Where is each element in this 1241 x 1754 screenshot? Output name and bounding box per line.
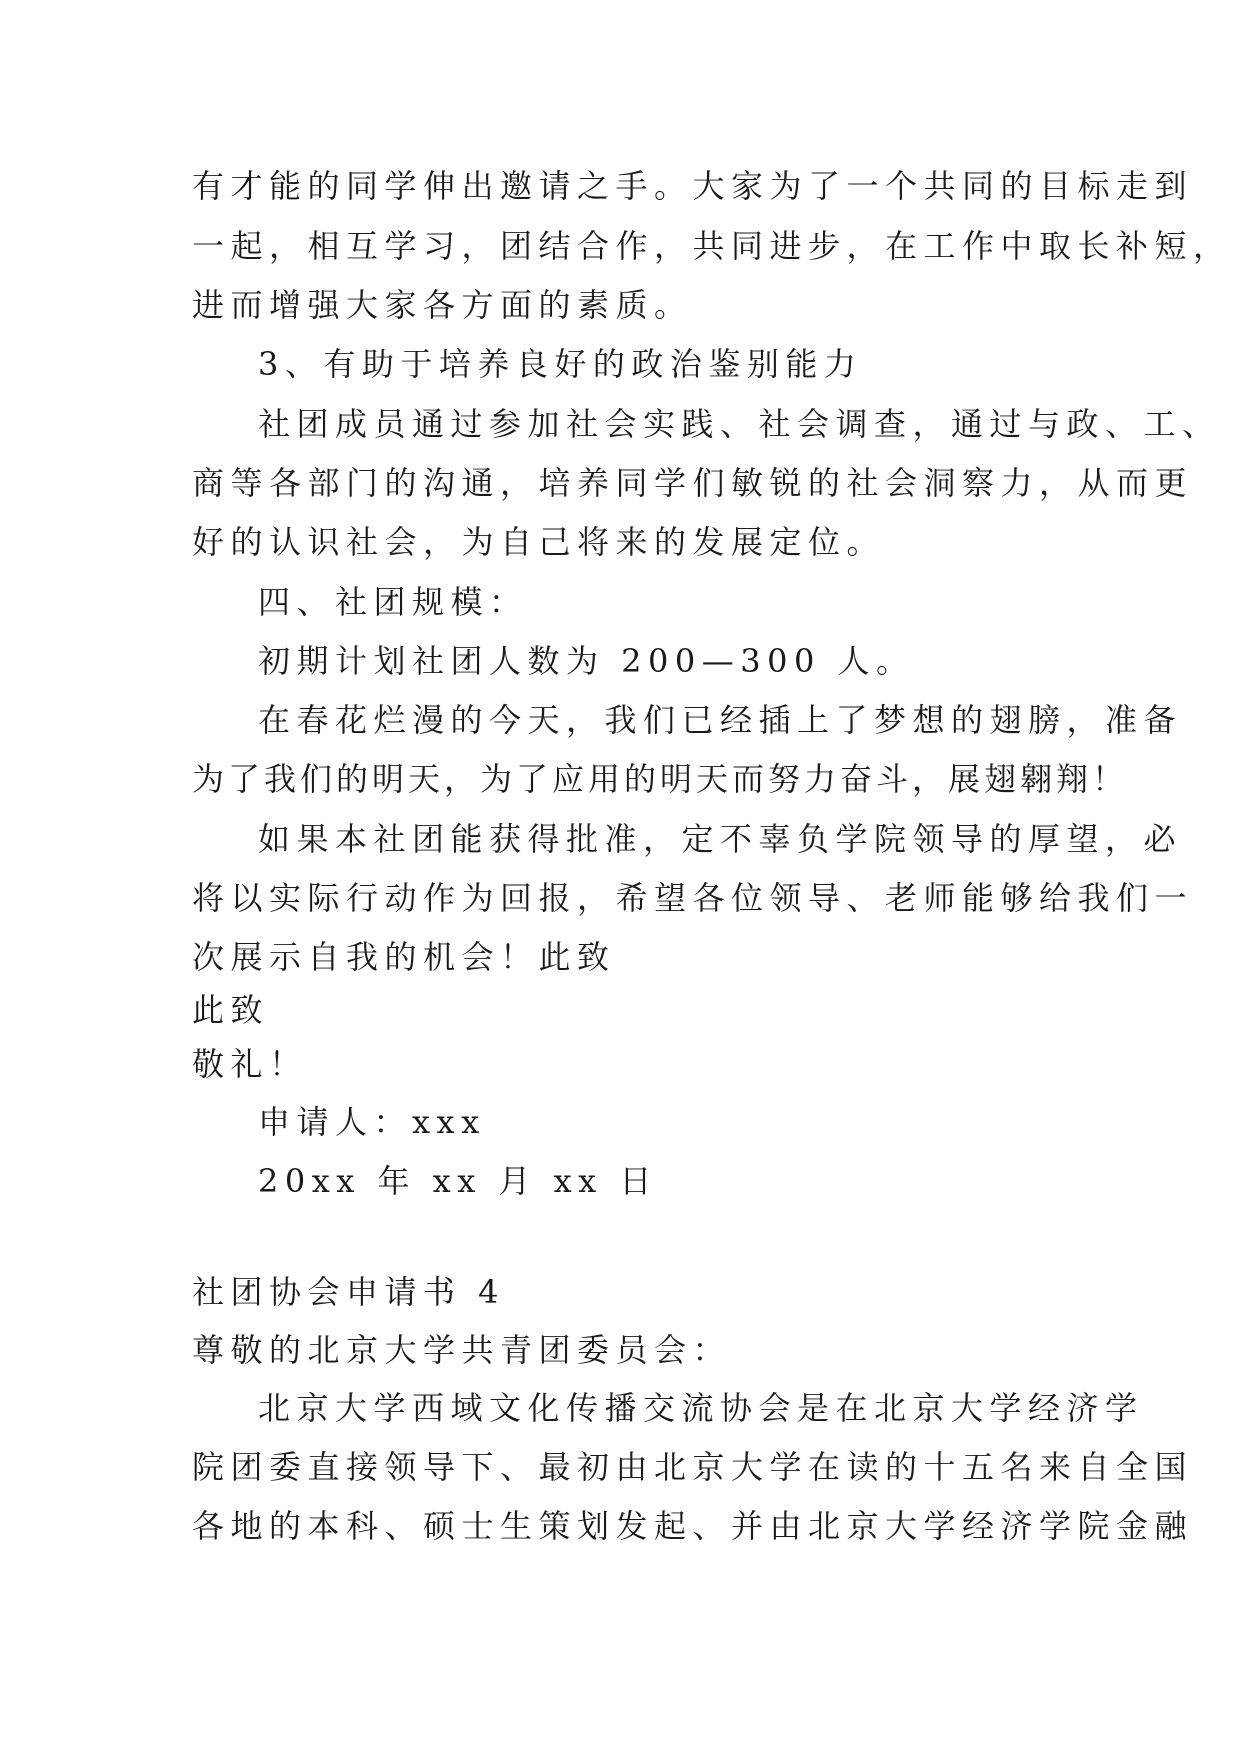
paragraph-line: 在春花烂漫的今天，我们已经插上了梦想的翅膀，准备: [258, 701, 1183, 739]
paragraph-line: 好的认识社会，为自己将来的发展定位。: [192, 523, 886, 561]
paragraph-line: 如果本社团能获得批准，定不辜负学院领导的厚望，必: [258, 820, 1183, 858]
paragraph-line: 次展示自我的机会！此致: [192, 938, 616, 976]
paragraph-line: 社团成员通过参加社会实践、社会调查，通过与政、工、: [258, 405, 1221, 443]
paragraph-line: 各地的本科、硕士生策划发起、并由北京大学经济学院金融: [192, 1507, 1194, 1545]
recipient-line: 尊敬的北京大学共青团委员会：: [192, 1331, 732, 1369]
paragraph-line: 商等各部门的沟通，培养同学们敏锐的社会洞察力，从而更: [192, 464, 1194, 502]
paragraph-line: 进而增强大家各方面的素质。: [192, 286, 693, 324]
paragraph-line: 初期计划社团人数为 200—300 人。: [258, 642, 915, 680]
date-line: 20xx 年 xx 月 xx 日: [258, 1162, 658, 1200]
applicant-line: 申请人：xxx: [258, 1103, 486, 1141]
paragraph-line: 北京大学西域文化传播交流协会是在北京大学经济学: [258, 1389, 1144, 1427]
paragraph-line: 院团委直接领导下、最初由北京大学在读的十五名来自全国: [192, 1448, 1194, 1486]
paragraph-line: 将以实际行动作为回报，希望各位领导、老师能够给我们一: [192, 879, 1194, 917]
document-title: 社团协会申请书 4: [192, 1273, 506, 1311]
salutation-line: 敬礼！: [192, 1045, 308, 1083]
paragraph-line: 有才能的同学伸出邀请之手。大家为了一个共同的目标走到: [192, 167, 1194, 205]
section-heading: 四、社团规模：: [258, 583, 528, 621]
section-heading: 3、有助于培养良好的政治鉴别能力: [258, 345, 863, 383]
paragraph-line: 为了我们的明天，为了应用的明天而努力奋斗，展翅翱翔！: [192, 760, 1129, 798]
paragraph-line: 一起，相互学习，团结合作，共同进步，在工作中取长补短，: [192, 227, 1232, 265]
closing-line: 此致: [192, 991, 270, 1029]
